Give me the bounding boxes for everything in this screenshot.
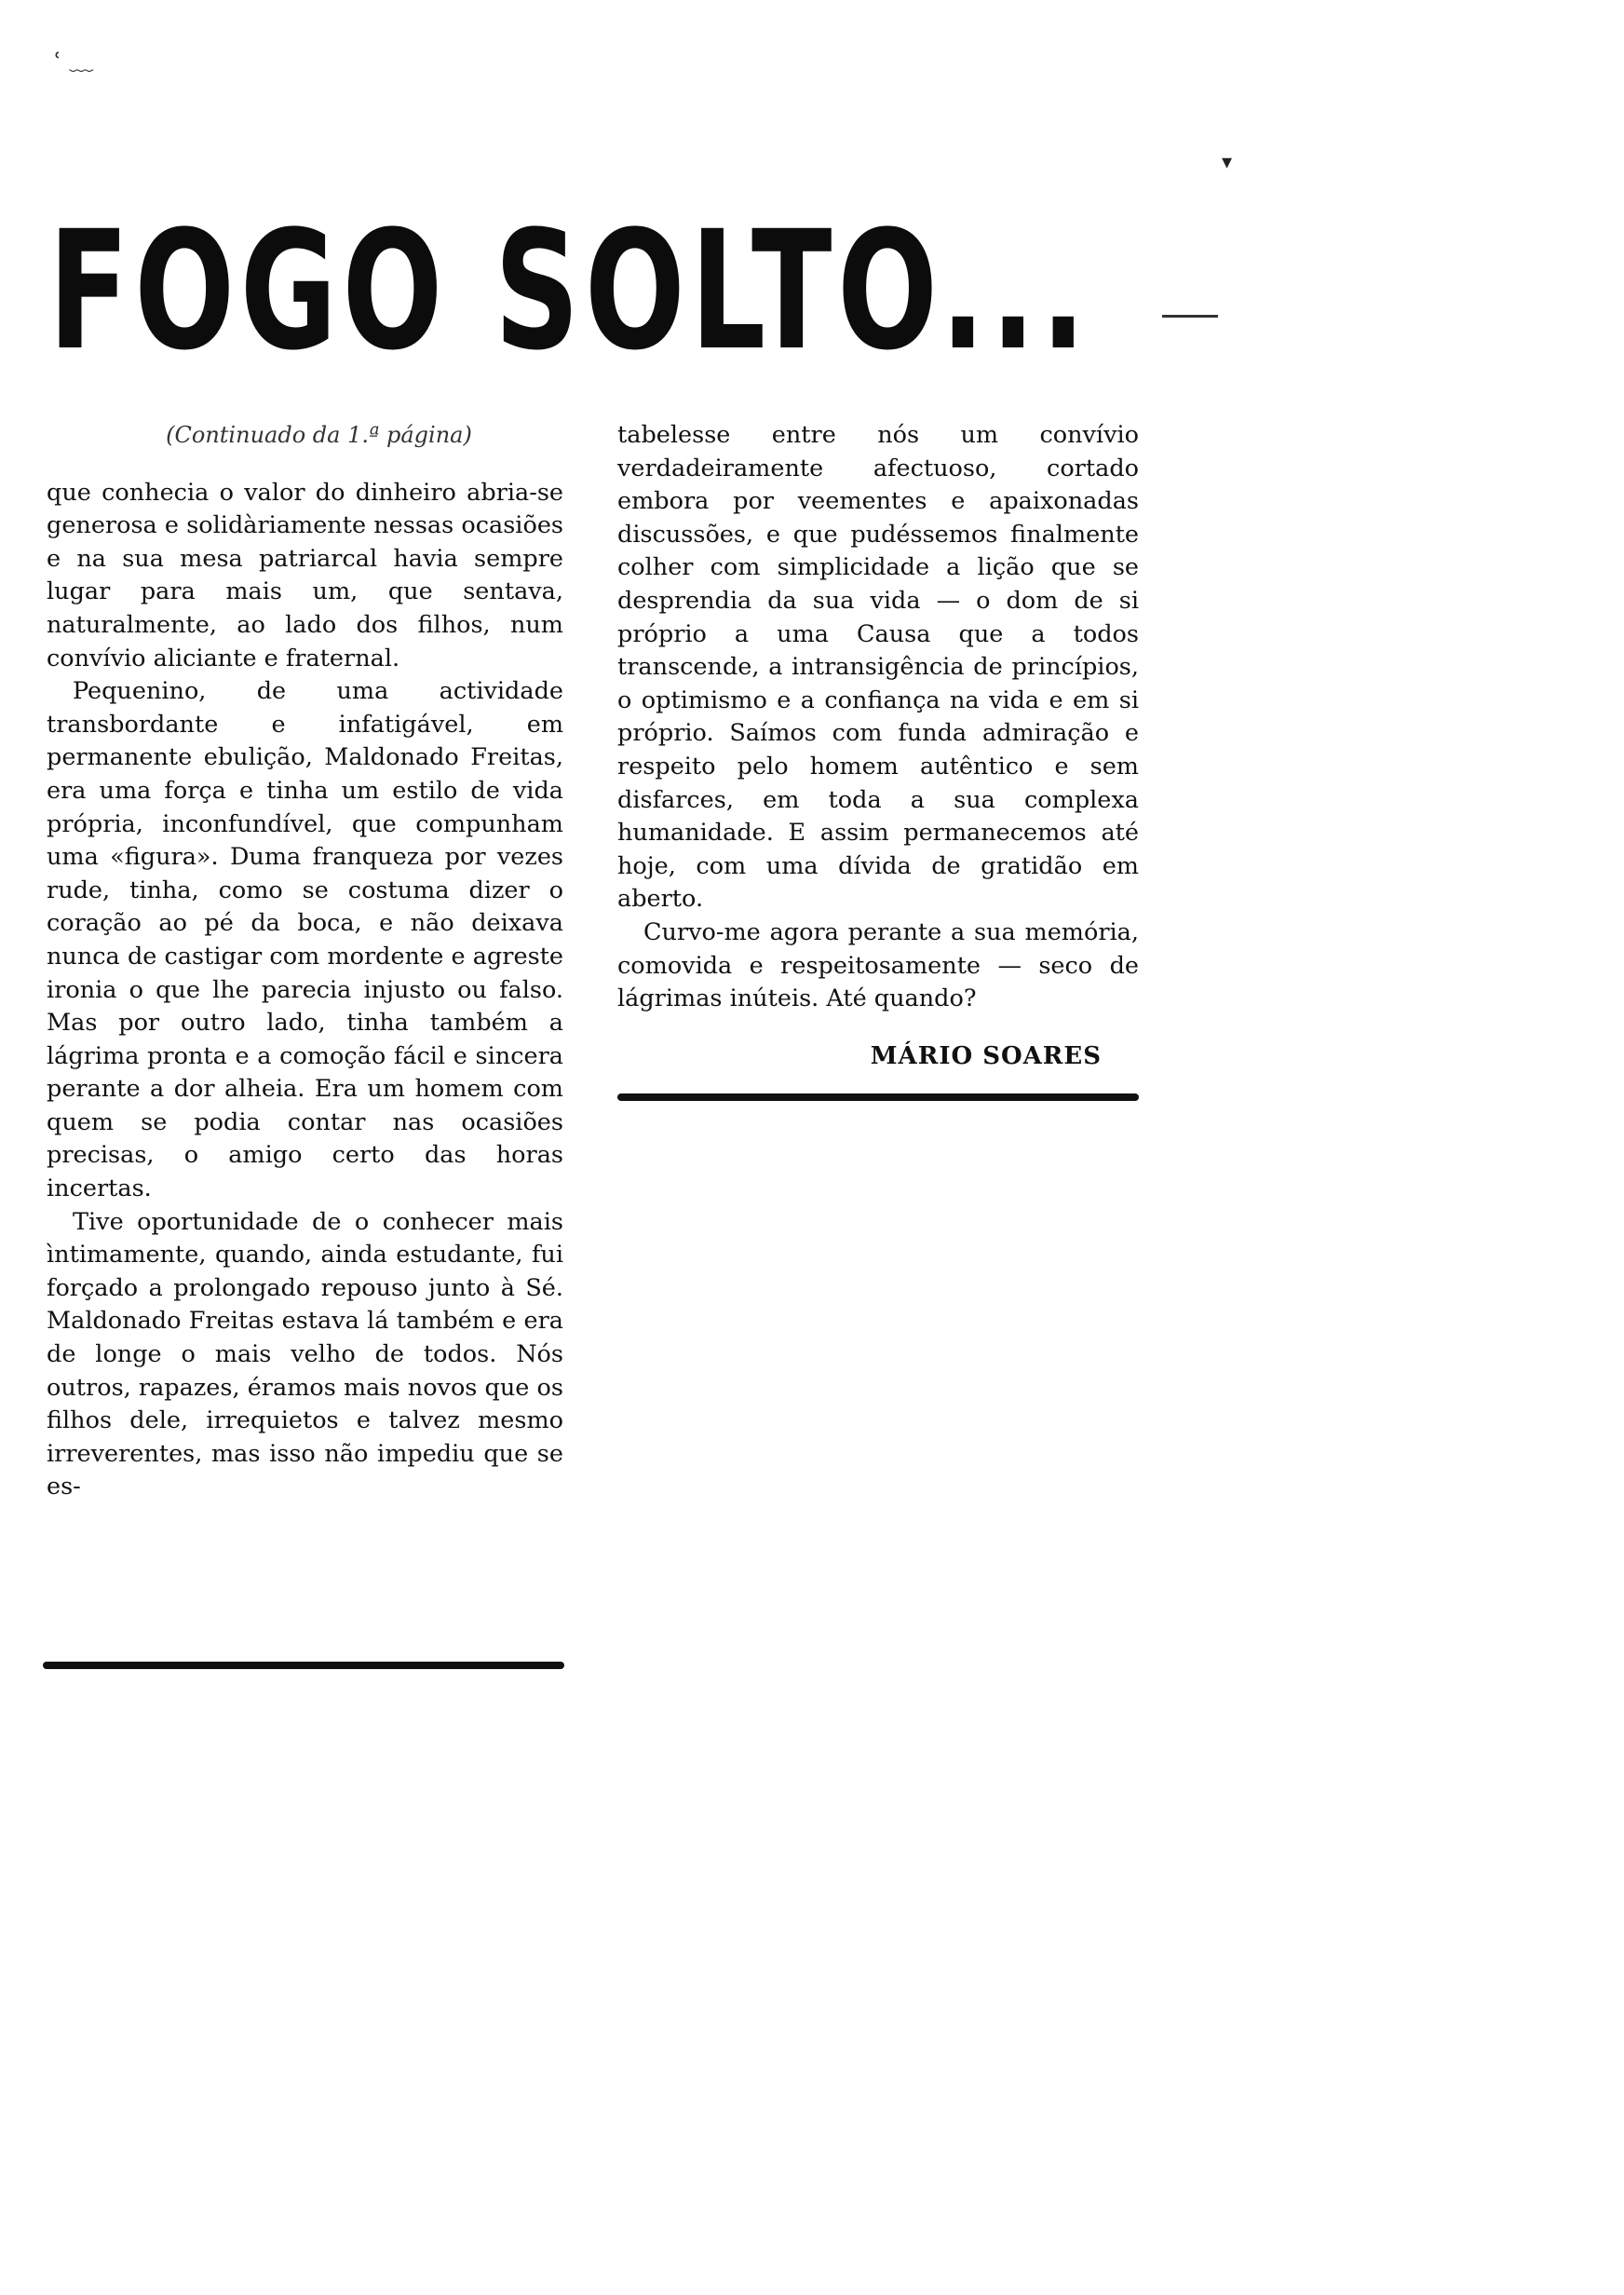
left-paragraph-1: que conhecia o valor do dinheiro abria-se generosa e solidàriamente nessas ocasiões e na sua mesa patriarcal havia sempre lugar para mais um, que sentava, naturalmente, ao lado dos filhos, num convívio aliciante e fraternal. <box>47 478 563 672</box>
headline: FOGO SOLTO... <box>48 196 1091 387</box>
left-column-rule <box>43 1662 564 1669</box>
right-column <box>617 419 1139 1101</box>
scan-speck-mark: ʿ ﹏ <box>54 48 94 76</box>
left-column <box>47 419 563 1504</box>
title-dash <box>1162 315 1218 318</box>
author-signature: MÁRIO SOARES <box>870 1041 1102 1070</box>
right-column-rule <box>617 1093 1139 1101</box>
left-paragraph-3: Tive oportunidade de o conhecer mais ìntimamente, quando, ainda estudante, fui forçado a prolongado repouso junto à Sé. Maldonado Freitas estava lá também e era de longe o mais velho de todos. Nós outros, rapazes, éramos mais novos que os filhos dele, irrequietos e talvez mesmo irreverentes, mas isso não impediu que se es- <box>47 1207 563 1501</box>
continued-note: (Continuado da 1.ª página) <box>166 422 472 448</box>
right-paragraph-1: tabelesse entre nós um convívio verdadeiramente afectuoso, cortado embora por veementes e apaixonadas discussões, e que pudéssemos finalmente colher com simplicidade a lição que se desprendia da sua vida — o dom de si próprio a uma Causa que a todos transcende, a intransigência de princípios, o optimismo e a confiança na vida e em si próprio. Saímos com funda admiração e respeito pelo homem autêntico e sem disfarces, em toda a sua complexa humanidade. E assim permanecemos até hoje, com uma dívida de gratidão em aberto. <box>617 421 1139 914</box>
right-paragraph-2: Curvo-me agora perante a sua memória, comovida e respeitosamente — seco de lágrimas inúteis. Até quando? <box>617 917 1139 1013</box>
scan-speck-dot: ▾ <box>1222 151 1233 174</box>
left-paragraph-2: Pequenino, de uma actividade transbordante e infatigável, em permanente ebulição, Maldonado Freitas, era uma força e tinha um estilo de vida própria, inconfundível, que compunham uma «figura». Duma franqueza por vezes rude, tinha, como se costuma dizer o coração ao pé da boca, e não deixava nunca de castigar com mordente e agreste ironia o que lhe parecia injusto ou falso. Mas por outro lado, tinha também a lágrima pronta e a comoção fácil e sincera perante a dor alheia. Era um homem com quem se podia contar nas ocasiões precisas, o amigo certo das horas incertas. <box>47 677 563 1203</box>
